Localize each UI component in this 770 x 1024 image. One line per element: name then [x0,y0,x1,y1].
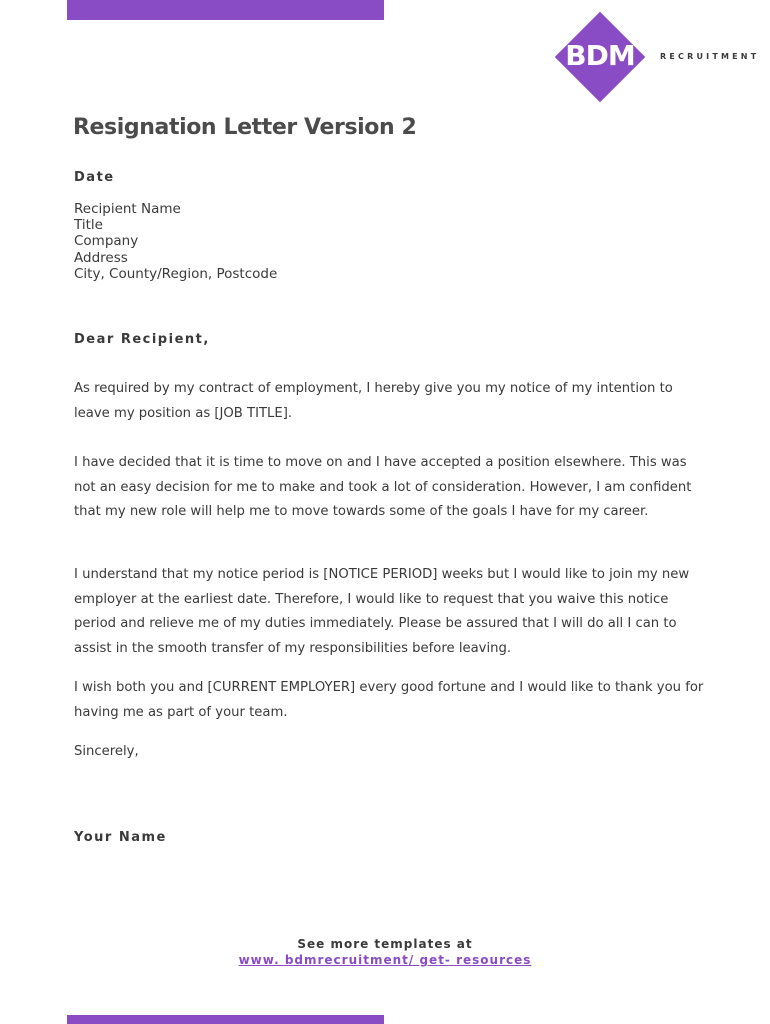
closing: Sincerely, [74,744,139,759]
logo-text: BDM [565,39,635,72]
brand-logo [556,13,760,103]
footer-resources-link[interactable]: www. bdmrecruitment/ get- resources [238,953,532,967]
recipient-address: Address [74,249,128,266]
recipient-city: City, County/Region, Postcode [74,265,278,282]
paragraph-notice-period: I understand that my notice period is [NOTICE PERIOD] weeks but I would like to join my new employer at the earliest date. Therefore, I would like to request that you waive this notice period and relieve me of my duties immediately. Please be assured that I will do all I can to assist in the smooth transfer of my responsibilities before leaving. [74,567,690,656]
signature-name: Your Name [74,830,167,845]
document-title: Resignation Letter Version 2 [73,115,417,140]
footer-text: See more templates at [297,937,473,951]
date-label: Date [74,170,115,185]
recipient-address-block [74,201,277,282]
logo-subtitle: RECRUITMENT [660,52,760,61]
recipient-name: Recipient Name [74,201,181,217]
recipient-company: Company [74,233,139,250]
paragraph-well-wishes: I wish both you and [CURRENT EMPLOYER] every good fortune and I would like to thank you for having me as part of your team. [74,680,704,720]
salutation: Dear Recipient, [74,332,210,347]
bottom-accent-bar [67,1015,384,1024]
top-accent-bar [67,0,384,20]
paragraph-notice: As required by my contract of employment, I hereby give you my notice of my intention to leave my position as [JOB TITLE]. [74,381,673,421]
paragraph-decision: I have decided that it is time to move on and I have accepted a position elsewhere. This was not an easy decision for me to make and took a lot of consideration. However, I am confident that my new role will help me to move towards some of the goals I have for my career. [74,455,692,520]
recipient-title: Title [74,217,103,234]
